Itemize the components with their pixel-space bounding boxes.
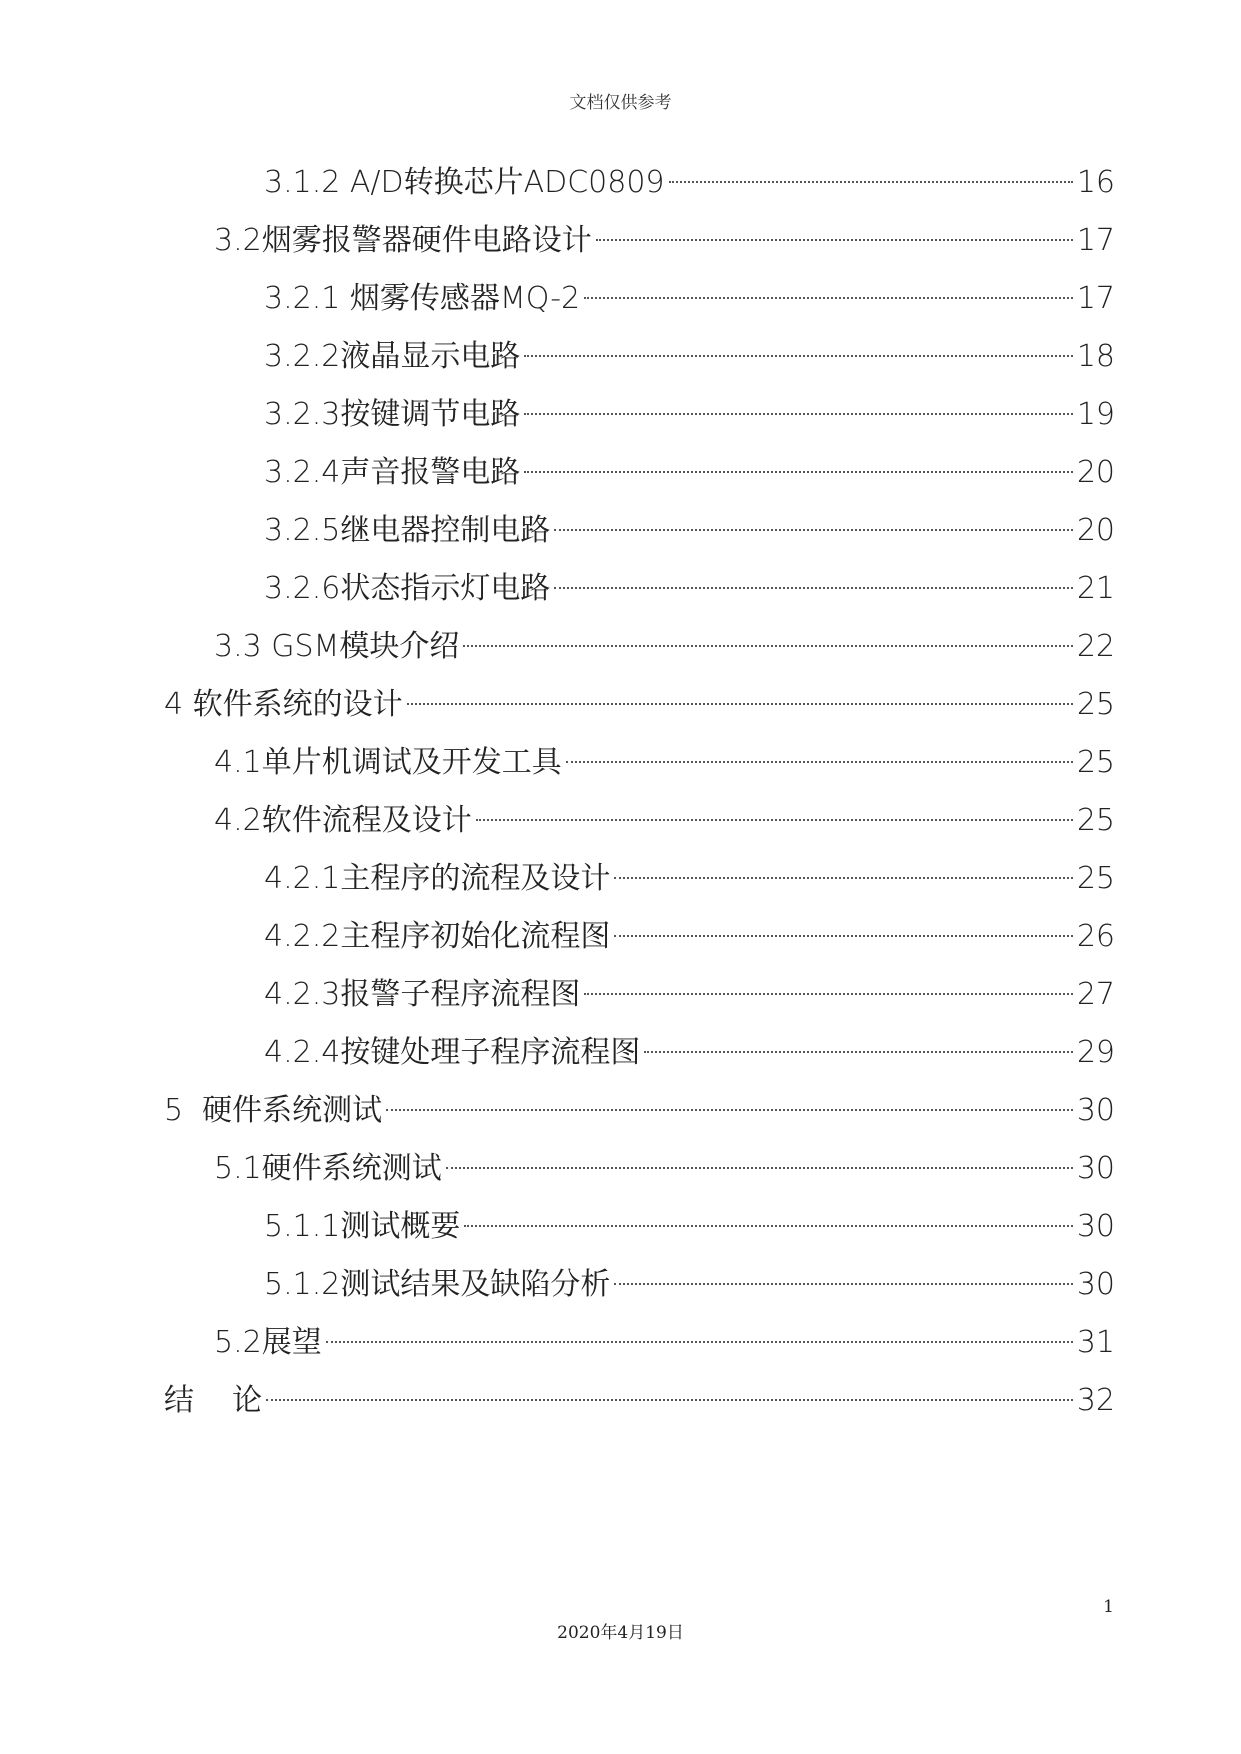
toc-entry-page: 16 xyxy=(1076,165,1115,200)
toc-dot-leader xyxy=(524,442,1072,482)
toc-entry-title: 4.2.2主程序初始化流程图 xyxy=(264,919,611,954)
page-number: 1 xyxy=(1103,1597,1114,1617)
toc-entry-title: 结 论 xyxy=(164,1383,263,1418)
toc-entry-title: 3.2.4声音报警电路 xyxy=(264,455,521,490)
toc-dot-leader xyxy=(554,558,1072,598)
toc-dot-leader xyxy=(446,1138,1073,1178)
toc-entry[interactable] xyxy=(264,558,1115,606)
toc-entry-title: 3.2.3按键调节电路 xyxy=(264,397,521,432)
toc-entry-page: 27 xyxy=(1076,977,1115,1012)
toc-dot-leader xyxy=(614,1254,1072,1294)
toc-entry[interactable] xyxy=(214,790,1115,838)
toc-entry-title: 4.2.3报警子程序流程图 xyxy=(264,977,581,1012)
toc-dot-leader xyxy=(386,1080,1073,1120)
toc-entry-page: 30 xyxy=(1076,1209,1115,1244)
toc-dot-leader xyxy=(407,674,1073,714)
toc-entry-title: 5.1.2测试结果及缺陷分析 xyxy=(264,1267,611,1302)
toc-dot-leader xyxy=(463,616,1072,656)
toc-entry-title: 4.2.1主程序的流程及设计 xyxy=(264,861,611,896)
toc-entry-page: 30 xyxy=(1076,1267,1115,1302)
toc-entry-page: 30 xyxy=(1076,1151,1115,1186)
toc-entry-page: 22 xyxy=(1076,629,1115,664)
toc-dot-leader xyxy=(476,790,1073,830)
toc-entry-page: 25 xyxy=(1076,861,1115,896)
toc-entry[interactable] xyxy=(214,616,1115,664)
toc-entry[interactable] xyxy=(214,210,1115,258)
toc-entry[interactable] xyxy=(214,1312,1115,1360)
toc-entry-title: 3.2.5继电器控制电路 xyxy=(264,513,551,548)
toc-dot-leader xyxy=(644,1022,1072,1062)
toc-entry[interactable] xyxy=(264,152,1115,200)
toc-entry-title: 3.3 GSM模块介绍 xyxy=(214,629,460,664)
toc-entry-title: 4.1单片机调试及开发工具 xyxy=(214,745,562,780)
toc-entry[interactable] xyxy=(264,1022,1115,1070)
toc-dot-leader xyxy=(326,1312,1073,1352)
toc-entry[interactable] xyxy=(164,674,1115,722)
toc-dot-leader xyxy=(566,732,1073,772)
page-footer-date: 2020年4月19日 xyxy=(557,1623,684,1643)
toc-entry-title: 3.2烟雾报警器硬件电路设计 xyxy=(214,223,592,258)
toc-entry[interactable] xyxy=(264,268,1115,316)
toc-dot-leader xyxy=(464,1196,1072,1236)
toc-entry-page: 25 xyxy=(1076,745,1115,780)
toc-entry-title: 4.2.4按键处理子程序流程图 xyxy=(264,1035,641,1070)
toc-dot-leader xyxy=(584,268,1073,308)
toc-entry-title: 3.1.2 A/D转换芯片ADC0809 xyxy=(264,165,665,200)
page-header: 文档仅供参考 xyxy=(569,93,672,113)
toc-entry-page: 26 xyxy=(1076,919,1115,954)
toc-entry-title: 4.2软件流程及设计 xyxy=(214,803,472,838)
toc-dot-leader xyxy=(584,964,1072,1004)
toc-dot-leader xyxy=(596,210,1073,250)
toc-entry[interactable] xyxy=(264,906,1115,954)
toc-dot-leader xyxy=(266,1370,1073,1410)
toc-entry[interactable] xyxy=(214,732,1115,780)
toc-entry-title: 5.1硬件系统测试 xyxy=(214,1151,442,1186)
toc-entry-page: 17 xyxy=(1076,223,1115,258)
toc-dot-leader xyxy=(524,384,1072,424)
toc-entry-title: 5.2展望 xyxy=(214,1325,322,1360)
toc-entry[interactable] xyxy=(214,1138,1115,1186)
toc-entry[interactable] xyxy=(264,1196,1115,1244)
toc-entry-title: 3.2.6状态指示灯电路 xyxy=(264,571,551,606)
toc-dot-leader xyxy=(524,326,1072,366)
toc-entry-page: 31 xyxy=(1076,1325,1115,1360)
toc-dot-leader xyxy=(669,152,1073,192)
toc-entry[interactable] xyxy=(264,442,1115,490)
toc-dot-leader xyxy=(614,848,1072,888)
toc-entry[interactable] xyxy=(264,848,1115,896)
toc-entry-page: 17 xyxy=(1076,281,1115,316)
toc-entry-page: 30 xyxy=(1076,1093,1115,1128)
toc-entry[interactable] xyxy=(264,1254,1115,1302)
toc-entry-page: 25 xyxy=(1076,803,1115,838)
toc-entry-title: 5 硬件系统测试 xyxy=(164,1093,383,1128)
toc-entry-page: 18 xyxy=(1076,339,1115,374)
toc-entry-page: 21 xyxy=(1076,571,1115,606)
toc-entry-page: 25 xyxy=(1076,687,1115,722)
toc-entry-title: 4 软件系统的设计 xyxy=(164,687,403,722)
toc-entry-page: 29 xyxy=(1076,1035,1115,1070)
toc-entry[interactable] xyxy=(264,384,1115,432)
toc-entry[interactable] xyxy=(164,1080,1115,1128)
toc-entry-page: 20 xyxy=(1076,455,1115,490)
toc-entry-page: 19 xyxy=(1076,397,1115,432)
toc-entry[interactable] xyxy=(164,1370,1115,1418)
toc-entry-page: 20 xyxy=(1076,513,1115,548)
toc-entry-title: 5.1.1测试概要 xyxy=(264,1209,461,1244)
toc-entry[interactable] xyxy=(264,500,1115,548)
toc-entry[interactable] xyxy=(264,964,1115,1012)
toc-entry-title: 3.2.2液晶显示电路 xyxy=(264,339,521,374)
toc-dot-leader xyxy=(554,500,1072,540)
toc-entry[interactable] xyxy=(264,326,1115,374)
toc-entry-title: 3.2.1 烟雾传感器MQ-2 xyxy=(264,281,581,316)
toc-dot-leader xyxy=(614,906,1072,946)
toc-entry-page: 32 xyxy=(1076,1383,1115,1418)
